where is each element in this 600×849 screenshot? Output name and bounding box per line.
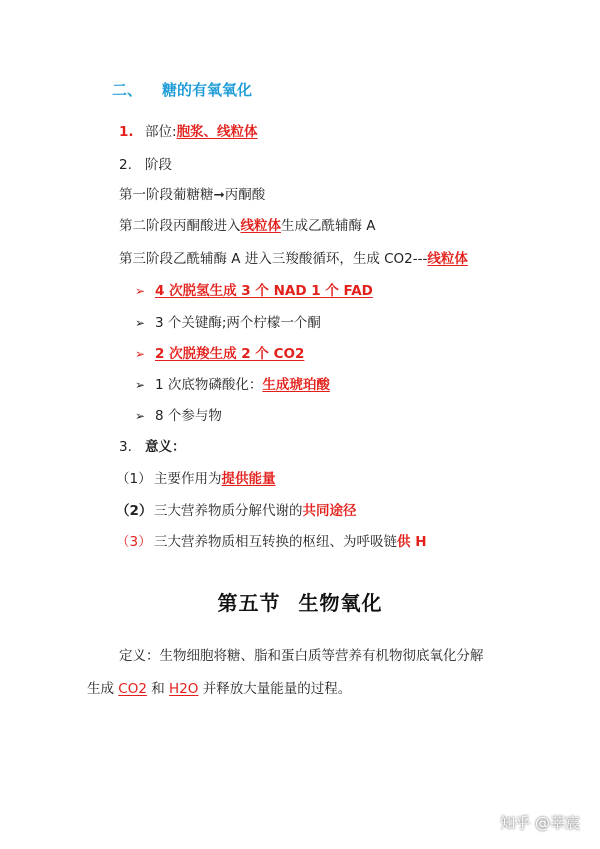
bullet-item <box>135 314 321 332</box>
chapter-number: 第五节 <box>217 591 281 615</box>
meaning-number: （3） <box>116 534 152 550</box>
arrow-bullet-icon: ➢ <box>135 284 146 298</box>
stage-1-text: 第一阶段葡糖糖➞丙酮酸 <box>119 187 266 203</box>
bullet-item <box>135 282 373 300</box>
stage-3-pre: 第三阶段乙酰辅酶 A 进入三羧酸循环，生成 CO2--- <box>119 251 428 267</box>
item-meaning <box>119 438 186 456</box>
definition-post: 并释放大量能量的过程。 <box>198 681 352 697</box>
bullet-item <box>135 345 304 363</box>
definition-line-1: 定义：生物细胞将糖、脂和蛋白质等营养有机物彻底氧化分解 <box>119 648 484 664</box>
bullet-text: 1 次底物磷酸化： <box>155 377 263 393</box>
highlight-mitochondria: 线粒体 <box>240 218 281 234</box>
meaning-item <box>116 470 276 488</box>
highlight-energy: 提供能量 <box>221 471 276 487</box>
meaning-number: （1） <box>116 471 152 487</box>
bullet-item <box>135 407 222 425</box>
bullet-text: 2 次脱羧生成 2 个 CO2 <box>155 346 305 362</box>
definition-line-2 <box>87 680 351 698</box>
item-location <box>119 123 258 141</box>
bullet-item <box>135 376 330 394</box>
chapter-title <box>0 587 600 616</box>
item-label: 阶段 <box>145 157 172 173</box>
bullet-text: 8 个参与物 <box>155 408 222 424</box>
stage-2-text <box>119 217 376 235</box>
highlight-mitochondria: 线粒体 <box>427 251 468 267</box>
highlight-location: 胞浆、线粒体 <box>176 124 258 140</box>
heading-title: 糖的有氧氧化 <box>162 81 253 99</box>
chapter-name: 生物氧化 <box>298 591 383 615</box>
stage-2-pre: 第二阶段丙酮酸进入 <box>119 218 241 234</box>
section-heading-aerobic-oxidation <box>112 79 252 100</box>
meaning-text: 主要作用为 <box>154 471 222 487</box>
highlight-succinate: 生成琥珀酸 <box>262 377 330 393</box>
item-label: 部位: <box>145 124 177 140</box>
item-number: 1. <box>119 124 134 140</box>
meaning-text: 三大营养物质相互转换的枢纽、为呼吸链 <box>154 534 397 550</box>
arrow-bullet-icon: ➢ <box>135 378 146 392</box>
highlight-co2: CO2 <box>118 681 147 697</box>
meaning-text: 三大营养物质分解代谢的 <box>154 503 303 519</box>
arrow-bullet-icon: ➢ <box>135 316 146 330</box>
item-stages <box>119 156 172 174</box>
heading-number: 二、 <box>112 81 143 99</box>
arrow-bullet-icon: ➢ <box>135 347 146 361</box>
meaning-item <box>116 502 357 520</box>
meaning-item <box>116 533 427 551</box>
definition-mid: 和 <box>146 681 170 697</box>
item-label: 意义： <box>145 439 186 455</box>
arrow-bullet-icon: ➢ <box>135 409 146 423</box>
item-number: 3. <box>119 439 132 455</box>
highlight-common-pathway: 共同途径 <box>302 503 357 519</box>
stage-3-text <box>119 250 468 268</box>
highlight-h2o: H2O <box>169 681 199 697</box>
highlight-supply-h: 供 H <box>397 534 427 550</box>
zhihu-watermark: 知乎 @莘宸 <box>500 814 580 832</box>
bullet-text: 3 个关键酶;两个柠檬一个酮 <box>155 315 321 331</box>
item-number: 2. <box>119 157 132 173</box>
meaning-number: （2） <box>116 503 153 519</box>
stage-2-post: 生成乙酰辅酶 A <box>281 218 376 234</box>
bullet-text: 4 次脱氢生成 3 个 NAD 1 个 FAD <box>155 283 373 299</box>
definition-pre: 生成 <box>87 681 119 697</box>
